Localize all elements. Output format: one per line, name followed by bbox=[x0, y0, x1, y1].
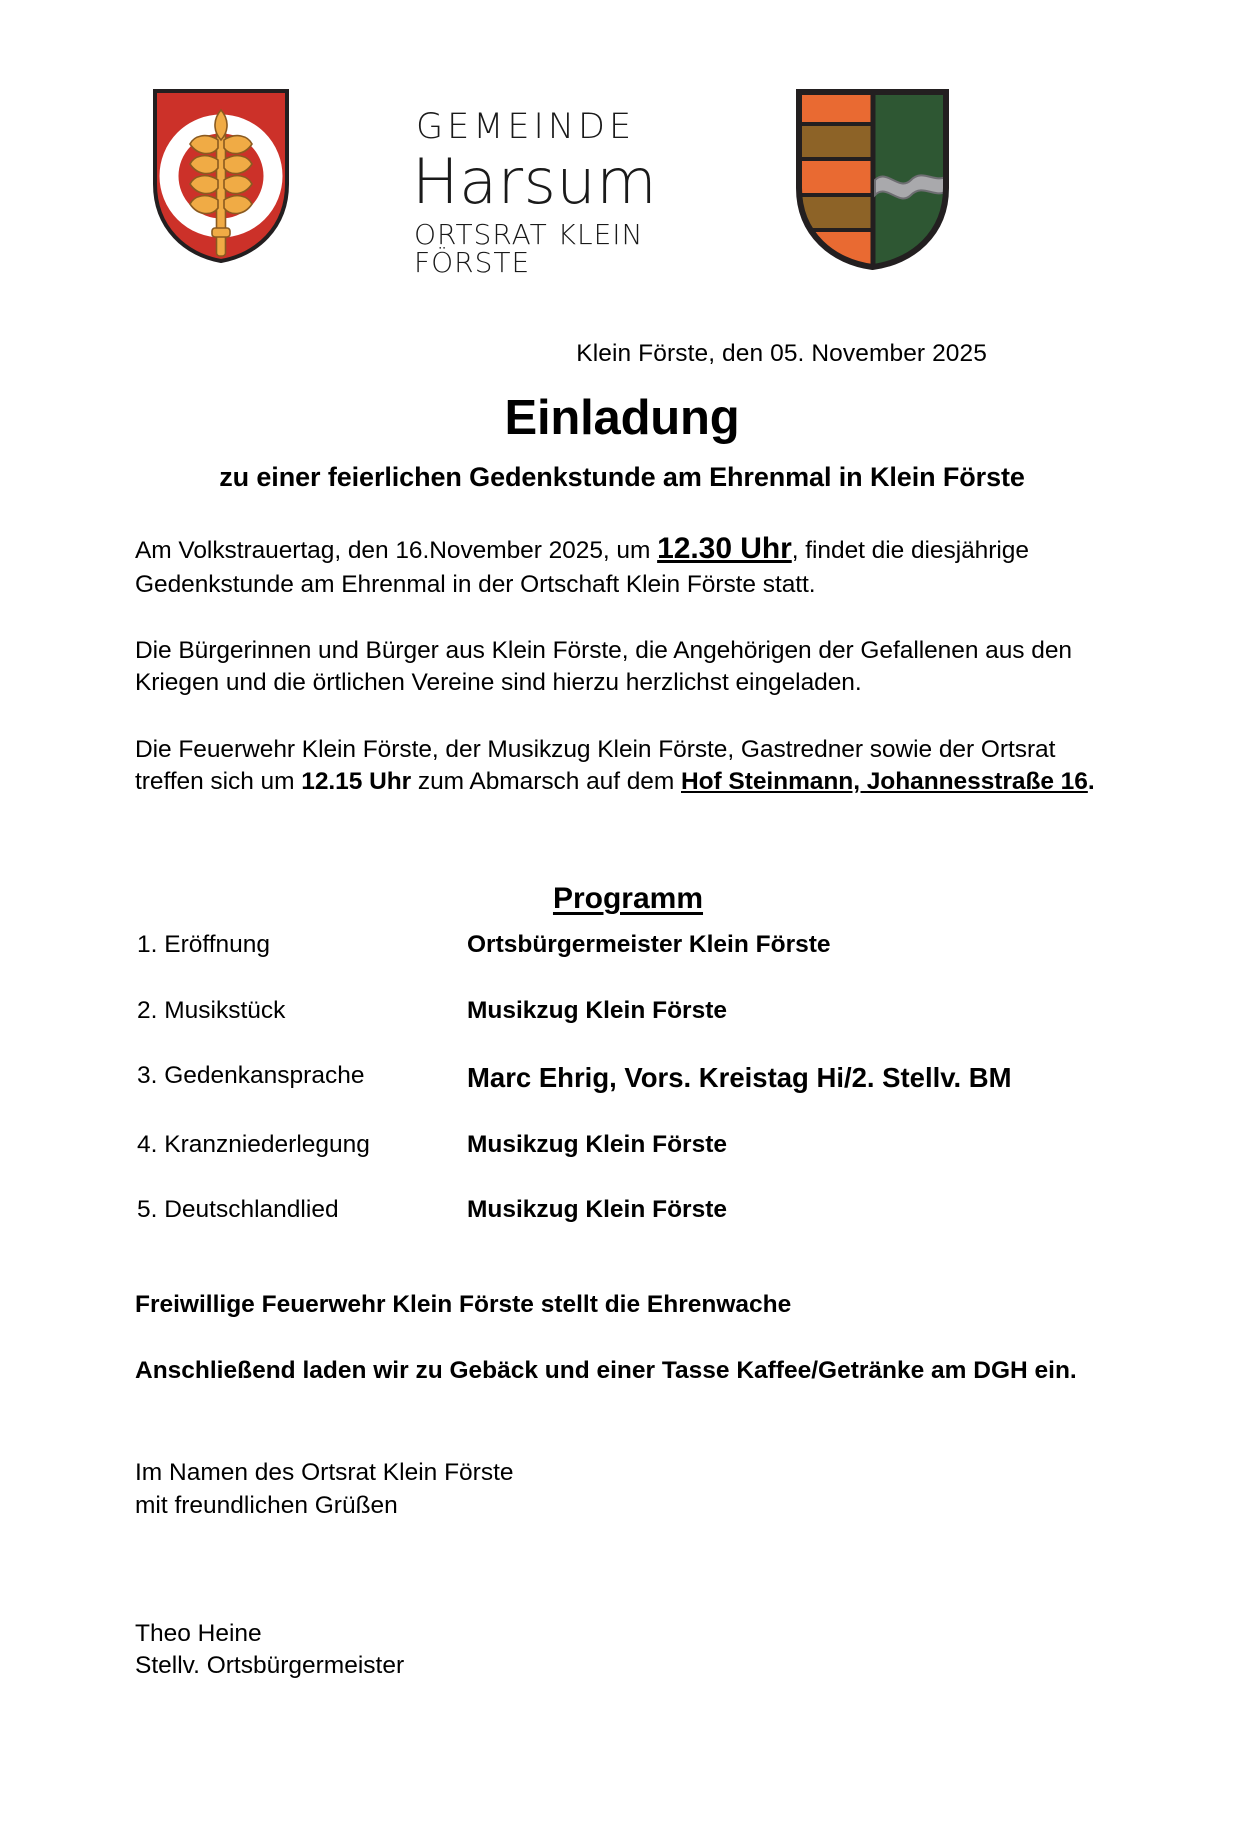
page-title: Einladung bbox=[504, 391, 740, 445]
paragraph-event-details bbox=[135, 529, 1109, 601]
signature-block bbox=[135, 1618, 1109, 1683]
event-time-highlight: 12.30 Uhr bbox=[657, 532, 792, 565]
table-row bbox=[135, 996, 1109, 1061]
paragraph3-after: . bbox=[1087, 767, 1095, 795]
logo-line-harsum: Harsum bbox=[412, 145, 658, 218]
programm-item-who-4: Musikzug Klein Förste bbox=[467, 1131, 728, 1159]
signature-role: Stellv. Ortsbürgermeister bbox=[135, 1652, 405, 1680]
paragraph3-middle: zum Abmarsch auf dem bbox=[411, 767, 681, 795]
closing-line-2: mit freundlichen Grüßen bbox=[135, 1491, 398, 1519]
invitation-page bbox=[0, 82, 1241, 1837]
closing-line-1: Im Namen des Ortsrat Klein Förste bbox=[135, 1459, 514, 1487]
programm-heading bbox=[135, 882, 1109, 916]
logo-line-ortsrat: ORTSRAT KLEIN FÖRSTE bbox=[414, 218, 644, 279]
document-body bbox=[0, 340, 1241, 1683]
programm-item-number-3: 3. Gedenkansprache bbox=[137, 1062, 365, 1090]
table-row bbox=[135, 1061, 1109, 1130]
table-row bbox=[135, 930, 1109, 995]
programm-item-who-1: Ortsbürgermeister Klein Förste bbox=[467, 931, 831, 959]
paragraph1-after: , findet die diesjährige Gedenkstunde am Ehrenmal in der Ortschaft Klein Förste statt. bbox=[135, 537, 1029, 598]
coat-of-arms-harsum-icon bbox=[152, 88, 290, 264]
programm-item-number-2: 2. Musikstück bbox=[137, 996, 286, 1024]
paragraph1-before: Am Volkstrauertag, den 16.November 2025, um bbox=[135, 537, 658, 564]
paragraph-meeting-point bbox=[135, 734, 1109, 799]
table-row bbox=[135, 1195, 1109, 1260]
programm-heading-text: Programm bbox=[552, 882, 704, 916]
page-subtitle: zu einer feierlichen Gedenkstunde am Ehrenmal in Klein Förste bbox=[219, 462, 1025, 492]
programm-item-number-1: 1. Eröffnung bbox=[137, 931, 271, 959]
logo-line-gemeinde: GEMEINDE bbox=[416, 107, 636, 147]
programm-item-who-5: Musikzug Klein Förste bbox=[467, 1196, 728, 1224]
programm-item-number-5: 5. Deutschlandlied bbox=[137, 1196, 339, 1224]
signature-name: Theo Heine bbox=[135, 1620, 262, 1648]
letterhead bbox=[0, 82, 1241, 332]
meeting-place: Hof Steinmann, Johannesstraße 16 bbox=[681, 767, 1088, 795]
paragraph3-before: Die Feuerwehr Klein Förste, der Musikzug Klein Förste, Gastredner sowie der Ortsrat treffen sich um bbox=[135, 735, 1056, 795]
table-row bbox=[135, 1130, 1109, 1195]
coat-of-arms-klein-foerste-icon bbox=[795, 88, 950, 270]
programm-item-who-2: Musikzug Klein Förste bbox=[467, 996, 728, 1024]
paragraph-invitation: Die Bürgerinnen und Bürger aus Klein Förste, die Angehörigen der Gefallenen aus den Kriegen und die örtlichen Vereine sind hierzu herzlichst eingeladen. bbox=[135, 636, 1072, 697]
dateline: Klein Förste, den 05. November 2025 bbox=[576, 340, 987, 367]
notice-refreshments: Anschließend laden wir zu Gebäck und einer Tasse Kaffee/Getränke am DGH ein. bbox=[135, 1357, 1077, 1385]
programm-item-number-4: 4. Kranzniederlegung bbox=[137, 1131, 370, 1159]
programm-item-who-3: Marc Ehrig, Vors. Kreistag Hi/2. Stellv. BM bbox=[467, 1062, 1012, 1094]
meeting-time: 12.15 Uhr bbox=[301, 767, 412, 795]
programm-table bbox=[135, 930, 1109, 1261]
closing-block bbox=[135, 1457, 1109, 1522]
municipality-logo bbox=[400, 107, 760, 279]
notice-honor-guard: Freiwillige Feuerwehr Klein Förste stellt die Ehrenwache bbox=[135, 1290, 792, 1318]
